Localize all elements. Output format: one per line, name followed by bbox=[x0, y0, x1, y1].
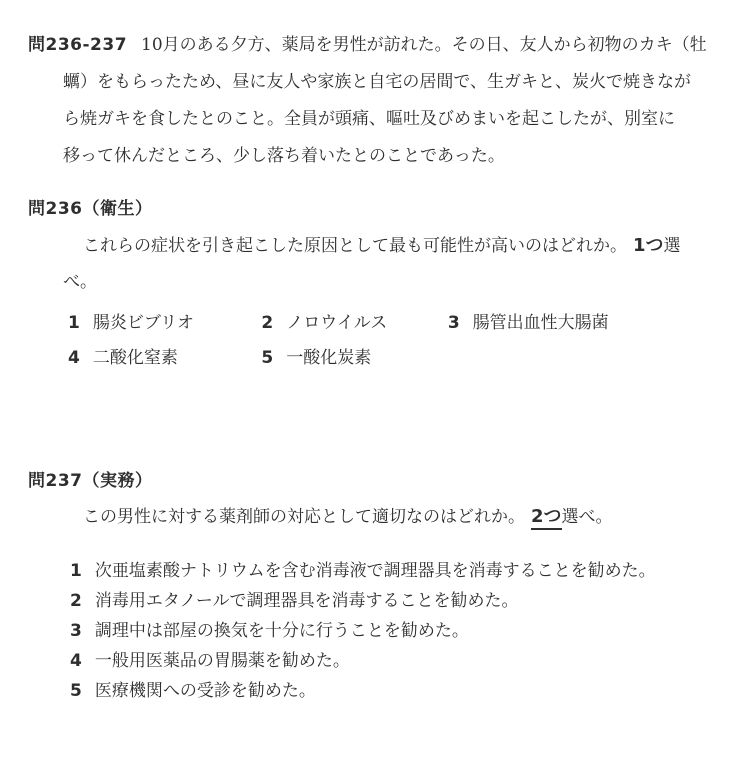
question-237-select-suffix: 選べ。 bbox=[561, 507, 613, 527]
case-line-2: 蠣）をもらったため、昼に友人や家族と自宅の居間で、生ガキと、炭火で焼きなが bbox=[63, 72, 691, 92]
option-236-4-number: 4 bbox=[68, 348, 80, 368]
case-label: 問236-237 bbox=[28, 35, 128, 55]
question-237-select-count: 2つ bbox=[531, 506, 562, 530]
option-236-2-label: ノロウイルス bbox=[286, 313, 388, 333]
option-236-2-number: 2 bbox=[261, 313, 274, 333]
option-237-4-label: 一般用医薬品の胃腸薬を勧めた。 bbox=[94, 651, 350, 671]
option-236-1-number: 1 bbox=[68, 313, 80, 333]
option-237-3-label: 調理中は部屋の換気を十分に行うことを勧めた。 bbox=[94, 621, 469, 641]
question-236-text-line-1 bbox=[83, 235, 681, 257]
option-236-1 bbox=[68, 312, 256, 334]
option-236-5-number: 5 bbox=[261, 348, 274, 368]
option-236-4 bbox=[68, 347, 256, 369]
option-237-4 bbox=[70, 650, 350, 672]
option-237-2-label: 消毒用エタノールで調理器具を消毒することを勧めた。 bbox=[94, 591, 519, 611]
option-236-1-label: 腸炎ビブリオ bbox=[92, 313, 194, 333]
option-236-5 bbox=[261, 347, 371, 369]
option-236-4-label: 二酸化窒素 bbox=[92, 348, 178, 368]
option-237-1-number: 1 bbox=[70, 561, 82, 581]
option-237-5 bbox=[70, 680, 316, 702]
case-line-3: ら焼ガキを食したとのこと。全員が頭痛、嘔吐及びめまいを起こしたが、別室に bbox=[63, 109, 675, 129]
option-237-4-number: 4 bbox=[70, 651, 82, 671]
question-236-text-line-2: べ。 bbox=[63, 272, 97, 292]
option-236-3 bbox=[448, 312, 609, 334]
question-236-header: 問236（衛生） bbox=[28, 199, 153, 219]
option-237-1-label: 次亜塩素酸ナトリウムを含む消毒液で調理器具を消毒することを勧めた。 bbox=[94, 561, 656, 581]
option-236-5-label: 一酸化炭素 bbox=[286, 348, 372, 368]
option-237-3 bbox=[70, 620, 469, 642]
question-236-select-suffix: 選 bbox=[663, 236, 681, 256]
option-237-2 bbox=[70, 590, 518, 612]
option-237-3-number: 3 bbox=[70, 621, 82, 641]
question-236-select-count: 1つ bbox=[633, 235, 664, 256]
case-text-1: 10月のある夕方、薬局を男性が訪れた。その日、友人から初物のカキ（牡 bbox=[141, 35, 707, 55]
option-237-2-number: 2 bbox=[70, 591, 82, 611]
case-line-4: 移って休んだところ、少し落ち着いたとのことであった。 bbox=[63, 146, 505, 166]
question-237-header: 問237（実務） bbox=[28, 471, 153, 491]
question-236-text: これらの症状を引き起こした原因として最も可能性が高いのはどれか。 bbox=[83, 236, 627, 256]
question-237-text-line bbox=[83, 506, 613, 528]
option-236-3-number: 3 bbox=[447, 313, 460, 333]
question-236-options-row-1 bbox=[68, 312, 609, 334]
option-237-1 bbox=[70, 560, 656, 582]
option-236-3-label: 腸管出血性大腸菌 bbox=[472, 313, 609, 333]
option-237-5-label: 医療機関への受診を勧めた。 bbox=[94, 681, 316, 701]
case-line-1 bbox=[28, 34, 707, 56]
question-236-options-row-2 bbox=[68, 347, 371, 369]
question-237-text: この男性に対する薬剤師の対応として適切なのはどれか。 bbox=[83, 507, 525, 527]
option-237-5-number: 5 bbox=[70, 681, 82, 701]
option-236-2 bbox=[261, 312, 442, 334]
